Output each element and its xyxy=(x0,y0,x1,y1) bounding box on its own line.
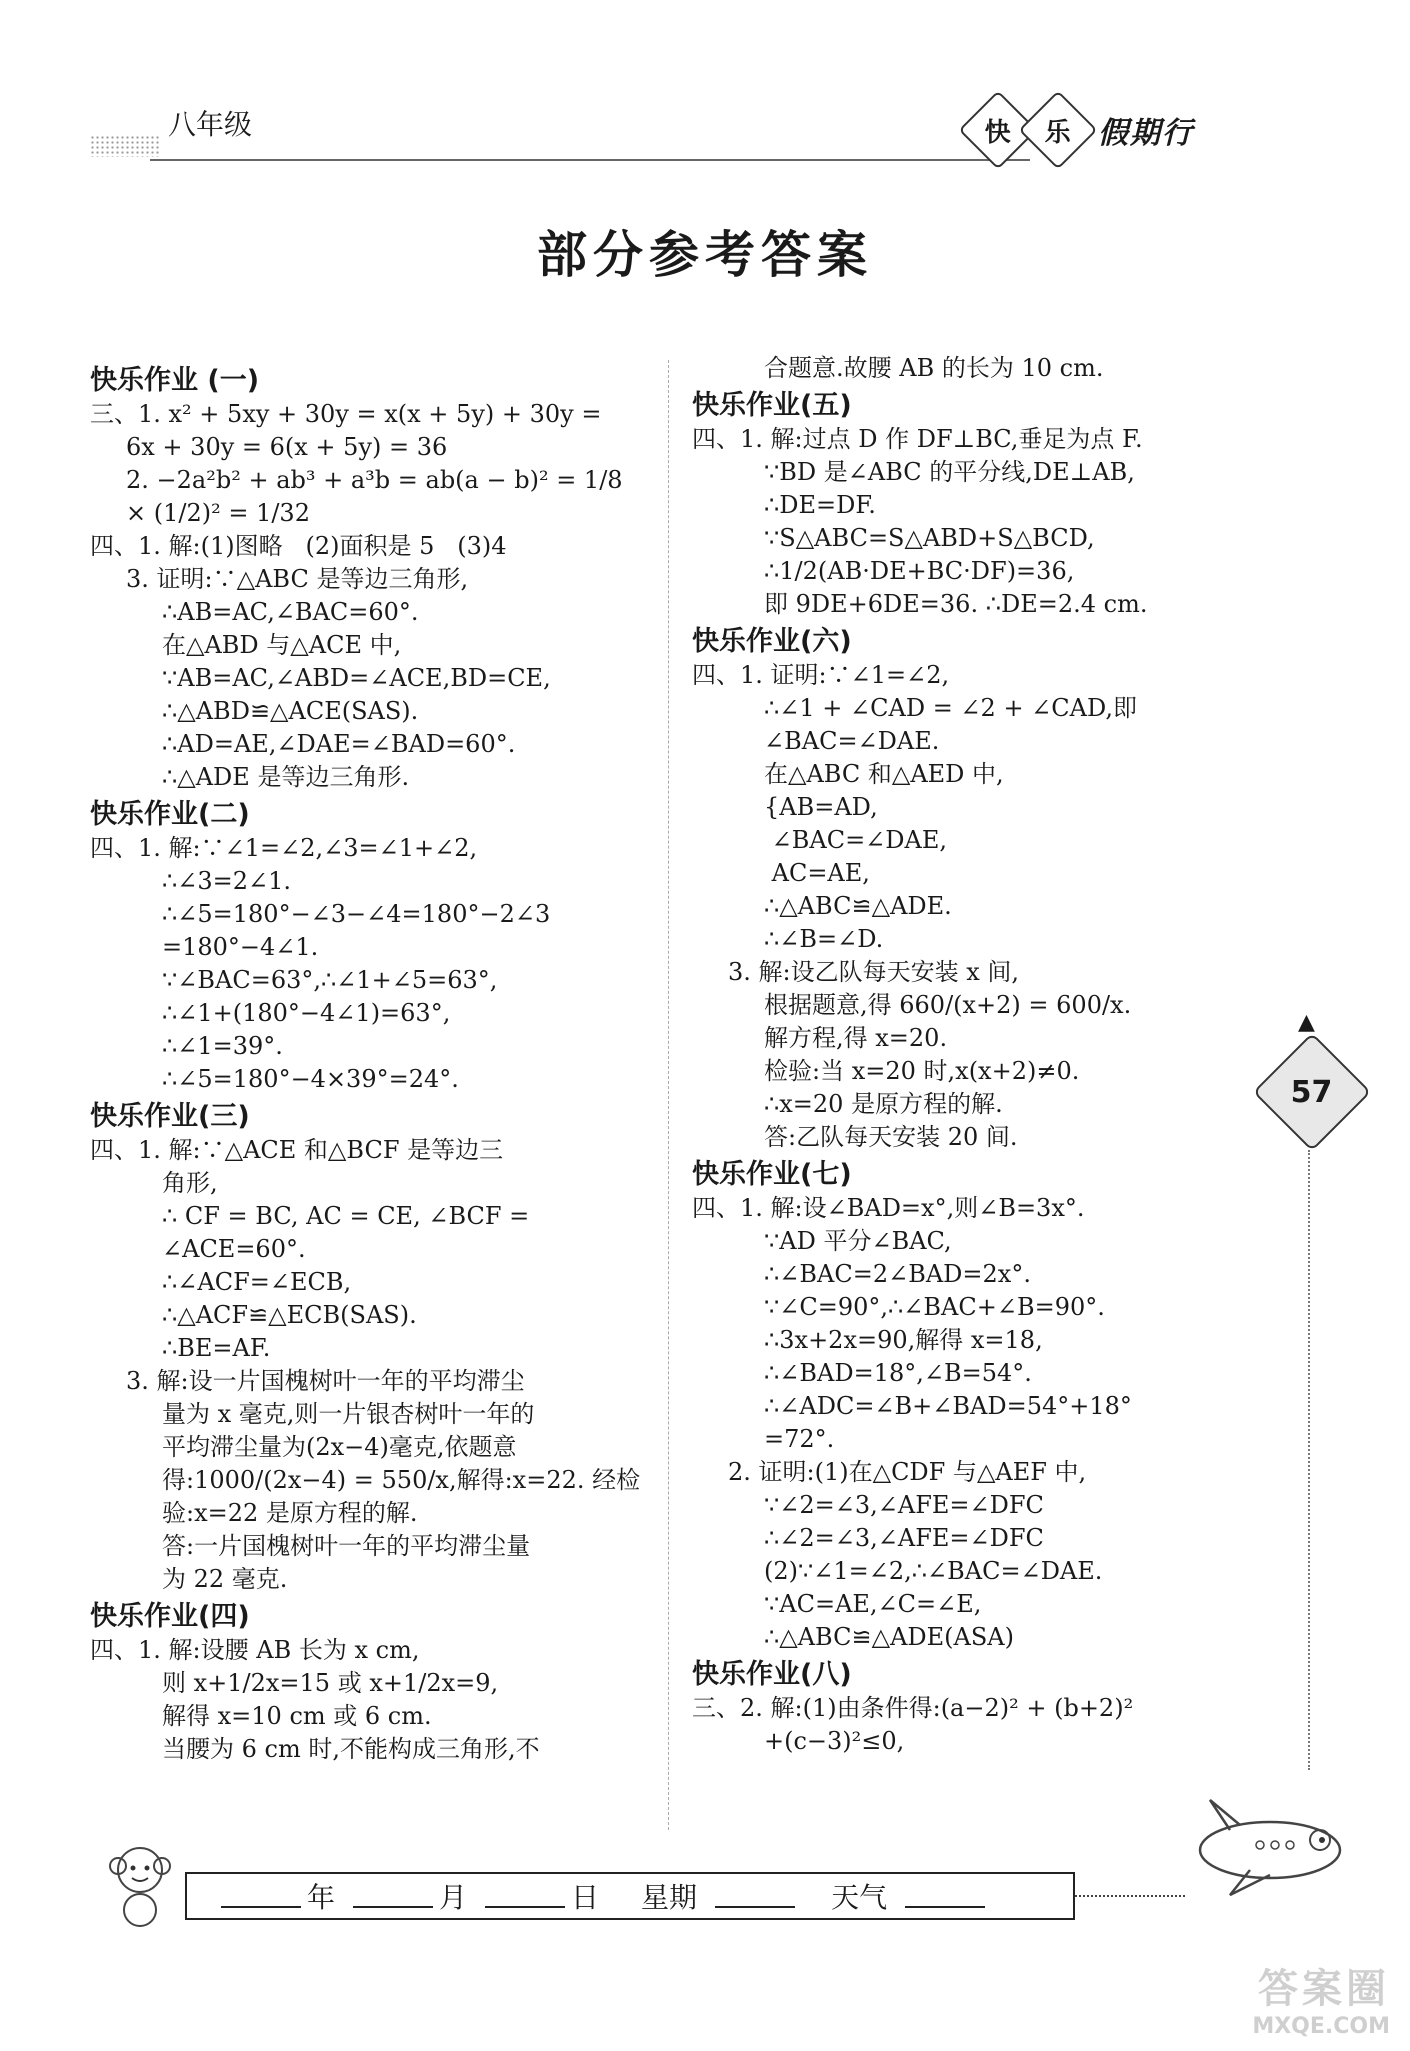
answer-line: 四、1. 解:∵△ACE 和△BCF 是等边三 xyxy=(90,1136,504,1164)
answer-line: ∵AB=AC,∠ABD=∠ACE,BD=CE, xyxy=(162,664,551,692)
answer-column-right xyxy=(692,352,1267,1758)
answer-line: ∴ CF = BC, AC = CE, ∠BCF = xyxy=(162,1202,530,1230)
answer-line: ∴∠1+(180°−4∠1)=63°, xyxy=(162,999,451,1027)
answer-line: 在△ABC 和△AED 中, xyxy=(764,760,1004,788)
section-heading: 快乐作业(四) xyxy=(90,1601,250,1632)
logo-badge-1: 快 xyxy=(958,90,1037,169)
answer-line: ∴∠2=∠3,∠AFE=∠DFC xyxy=(764,1524,1044,1552)
answer-line: {AB=AD, xyxy=(764,793,878,821)
answer-line: ∵S△ABC=S△ABD+S△BCD, xyxy=(764,524,1095,552)
answer-line: 3. 解:设一片国槐树叶一年的平均滞尘 xyxy=(126,1367,525,1395)
answer-line: ∴∠5=180°−4×39°=24°. xyxy=(162,1065,459,1093)
answer-line: 四、1. 解:设腰 AB 长为 x cm, xyxy=(90,1636,420,1664)
answer-line: 四、1. 解:过点 D 作 DF⊥BC,垂足为点 F. xyxy=(692,425,1143,453)
answer-line: 得:1000/(2x−4) = 550/x,解得:x=22. 经检 xyxy=(162,1466,641,1494)
answer-line: 答:乙队每天安装 20 间. xyxy=(764,1123,1018,1151)
answer-line: × (1/2)² = 1/32 xyxy=(126,499,310,527)
answer-line: 四、1. 解:设∠BAD=x°,则∠B=3x°. xyxy=(692,1194,1085,1222)
header-dot-pattern xyxy=(90,135,160,157)
weekday-blank[interactable] xyxy=(715,1884,795,1908)
answer-line: 四、1. 解:(1)图略 (2)面积是 5 (3)4 xyxy=(90,532,507,560)
header-rule xyxy=(150,159,1030,161)
answer-line: 三、2. 解:(1)由条件得:(a−2)² + (b+2)² xyxy=(692,1694,1134,1722)
up-arrow-icon: ▲ xyxy=(1298,1010,1315,1035)
section-heading: 快乐作业(八) xyxy=(692,1659,852,1690)
answer-line: ∴BE=AF. xyxy=(162,1334,271,1362)
answer-line: ∴x=20 是原方程的解. xyxy=(764,1090,1003,1118)
answer-line: 四、1. 证明:∵∠1=∠2, xyxy=(692,661,950,689)
answer-line: 根据题意,得 660/(x+2) = 600/x. xyxy=(764,991,1132,1019)
section-heading: 快乐作业 (一) xyxy=(90,365,260,396)
answer-line: ∴∠B=∠D. xyxy=(764,925,884,953)
answer-line: ∵∠BAC=63°,∴∠1+∠5=63°, xyxy=(162,966,498,994)
section-heading: 快乐作业(三) xyxy=(90,1101,250,1132)
month-blank[interactable] xyxy=(353,1884,433,1908)
decorative-dotted-line xyxy=(1308,1150,1310,1770)
answer-line: 6x + 30y = 6(x + 5y) = 36 xyxy=(126,433,448,461)
answer-line: 解方程,得 x=20. xyxy=(764,1024,948,1052)
answer-line: ∴△ADE 是等边三角形. xyxy=(162,763,410,791)
answer-line: ∴AB=AC,∠BAC=60°. xyxy=(162,598,419,626)
monkey-icon xyxy=(100,1840,180,1930)
answer-line: 检验:当 x=20 时,x(x+2)≠0. xyxy=(764,1057,1080,1085)
weather-label: 天气 xyxy=(831,1881,888,1914)
answer-line: ∴∠BAC=2∠BAD=2x°. xyxy=(764,1260,1031,1288)
answer-line: 2. −2a²b² + ab³ + a³b = ab(a − b)² = 1/8 xyxy=(126,466,623,494)
answer-line: AC=AE, xyxy=(764,859,870,887)
answer-line: 解得 x=10 cm 或 6 cm. xyxy=(162,1702,432,1730)
answer-line: ∴△ACF≌△ECB(SAS). xyxy=(162,1301,417,1329)
answer-line: 验:x=22 是原方程的解. xyxy=(162,1499,418,1527)
answer-line: 平均滞尘量为(2x−4)毫克,依题意 xyxy=(162,1433,517,1461)
month-label: 月 xyxy=(439,1881,468,1914)
answer-line: ∵∠2=∠3,∠AFE=∠DFC xyxy=(764,1491,1044,1519)
answer-line: 当腰为 6 cm 时,不能构成三角形,不 xyxy=(162,1735,540,1763)
footer-dotted-connector xyxy=(1075,1895,1185,1897)
answer-line: 角形, xyxy=(162,1169,218,1197)
answer-line: ∴△ABC≌△ADE(ASA) xyxy=(764,1623,1014,1651)
answer-line: 四、1. 解:∵∠1=∠2,∠3=∠1+∠2, xyxy=(90,834,478,862)
answer-line: 则 x+1/2x=15 或 x+1/2x=9, xyxy=(162,1669,499,1697)
logo-badge-2: 乐 xyxy=(1018,90,1097,169)
answer-line: ∵BD 是∠ABC 的平分线,DE⊥AB, xyxy=(764,458,1135,486)
grade-label: 八年级 xyxy=(168,108,253,141)
answer-line: ∵AC=AE,∠C=∠E, xyxy=(764,1590,982,1618)
answer-line: 为 22 毫克. xyxy=(162,1565,288,1593)
answer-line: ∴3x+2x=90,解得 x=18, xyxy=(764,1326,1043,1354)
answer-line: ∴∠BAD=18°,∠B=54°. xyxy=(764,1359,1032,1387)
answer-line: ∴∠ADC=∠B+∠BAD=54°+18° xyxy=(764,1392,1132,1420)
weekday-label: 星期 xyxy=(641,1881,698,1914)
answer-column-left xyxy=(90,360,665,1766)
answer-line: ∴∠3=2∠1. xyxy=(162,867,292,895)
section-heading: 快乐作业(二) xyxy=(90,799,250,830)
year-label: 年 xyxy=(307,1881,336,1914)
section-heading: 快乐作业(七) xyxy=(692,1159,852,1190)
day-blank[interactable] xyxy=(485,1884,565,1908)
page-title: 部分参考答案 xyxy=(537,226,873,284)
year-blank[interactable] xyxy=(221,1884,301,1908)
answer-line: 在△ABD 与△ACE 中, xyxy=(162,631,402,659)
section-heading: 快乐作业(六) xyxy=(692,626,852,657)
column-divider xyxy=(668,360,669,1830)
answer-line: ∴∠5=180°−∠3−∠4=180°−2∠3 xyxy=(162,900,551,928)
answer-line: 3. 解:设乙队每天安装 x 间, xyxy=(728,958,1020,986)
answer-line: ∠BAC=∠DAE, xyxy=(764,826,948,854)
answer-line: 答:一片国槐树叶一年的平均滞尘量 xyxy=(162,1532,531,1560)
answer-line: =180°−4∠1. xyxy=(162,933,319,961)
answer-line: ∴DE=DF. xyxy=(764,491,876,519)
date-weather-bar xyxy=(185,1872,1075,1920)
answer-line: ∠BAC=∠DAE. xyxy=(764,727,940,755)
answer-line: (2)∵∠1=∠2,∴∠BAC=∠DAE. xyxy=(764,1557,1103,1585)
answer-line: 三、1. x² + 5xy + 30y = x(x + 5y) + 30y = xyxy=(90,400,602,428)
weather-blank[interactable] xyxy=(905,1884,985,1908)
answer-line: 即 9DE+6DE=36. ∴DE=2.4 cm. xyxy=(764,590,1148,618)
page-number-badge: 57 xyxy=(1253,1033,1372,1152)
answer-line: ∴∠ACF=∠ECB, xyxy=(162,1268,352,1296)
answer-line: 量为 x 毫克,则一片银杏树叶一年的 xyxy=(162,1400,535,1428)
answer-line: ∴1/2(AB·DE+BC·DF)=36, xyxy=(764,557,1075,585)
answer-line: ∴△ABD≌△ACE(SAS). xyxy=(162,697,419,725)
logo-text: 假期行 xyxy=(1098,116,1194,151)
answer-line: ∴△ABC≌△ADE. xyxy=(764,892,952,920)
series-logo xyxy=(970,95,1194,165)
answer-line: ∵AD 平分∠BAC, xyxy=(764,1227,952,1255)
watermark: 答案圈 MXQE.COM xyxy=(1252,1966,1390,2039)
airplane-icon xyxy=(1170,1790,1350,1900)
answer-line: ∠ACE=60°. xyxy=(162,1235,306,1263)
answer-line: +(c−3)²≤0, xyxy=(764,1727,905,1755)
answer-line: 2. 证明:(1)在△CDF 与△AEF 中, xyxy=(728,1458,1087,1486)
answer-line: ∴∠1 + ∠CAD = ∠2 + ∠CAD,即 xyxy=(764,694,1137,722)
answer-line: =72°. xyxy=(764,1425,835,1453)
answer-line: 合题意.故腰 AB 的长为 10 cm. xyxy=(764,354,1104,382)
day-label: 日 xyxy=(571,1881,600,1914)
page-header xyxy=(90,95,1250,175)
answer-line: ∴AD=AE,∠DAE=∠BAD=60°. xyxy=(162,730,516,758)
answer-line: ∵∠C=90°,∴∠BAC+∠B=90°. xyxy=(764,1293,1105,1321)
answer-line: ∴∠1=39°. xyxy=(162,1032,283,1060)
answer-line: 3. 证明:∵△ABC 是等边三角形, xyxy=(126,565,469,593)
section-heading: 快乐作业(五) xyxy=(692,390,852,421)
